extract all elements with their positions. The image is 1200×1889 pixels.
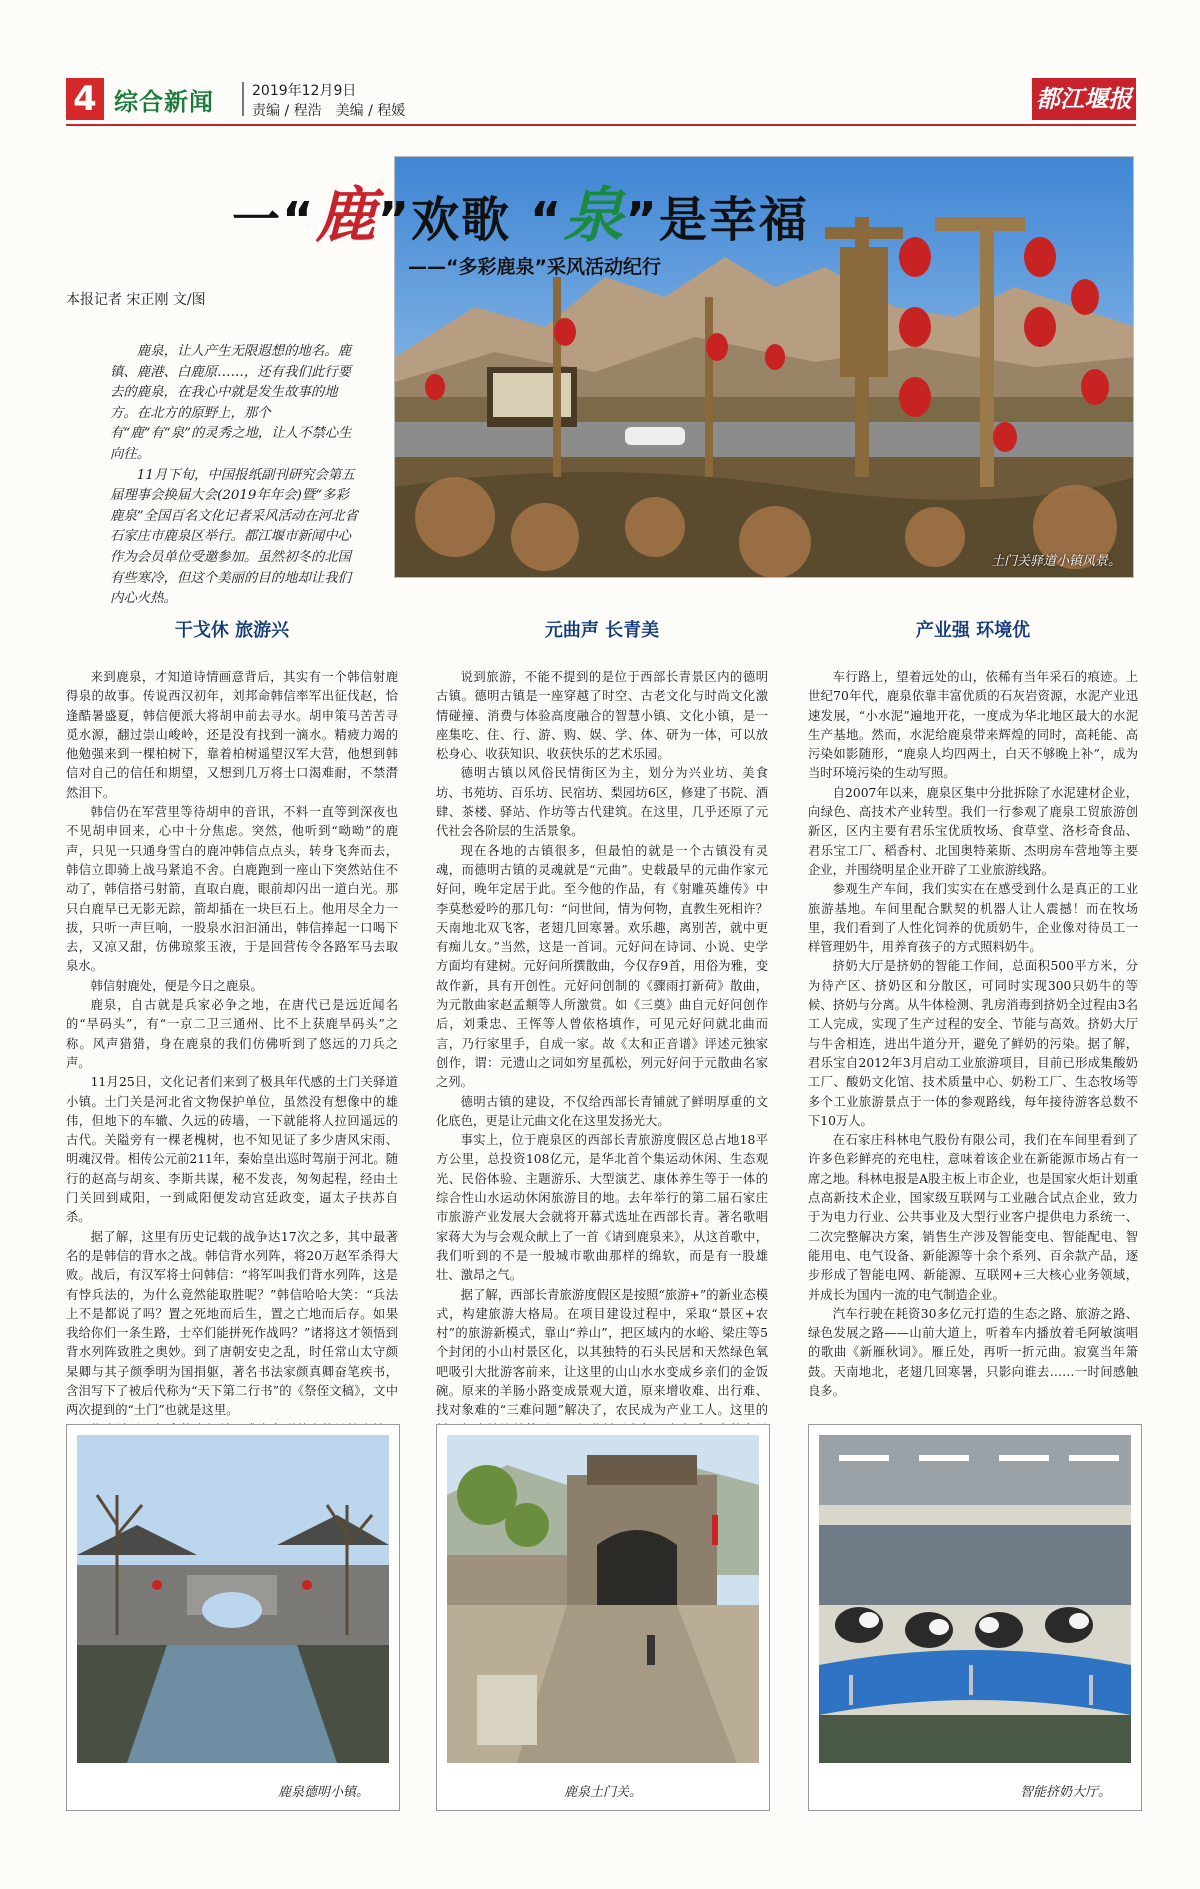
header-rule bbox=[66, 124, 1136, 126]
photo-demingxiaozhen bbox=[66, 1424, 400, 1811]
body-paragraph: 汽车行驶在耗资30多亿元打造的生态之路、旅游之路、绿色发展之路——山前大道上，听着车内播放着毛阿敏演唱的歌曲《新雁秋词》。雁丘处，再听一折元曲。寂寞当年箫鼓。天南地北，老翅几回寒暑，只影向谁去……一时间感触良多。 bbox=[808, 1306, 1138, 1398]
byline: 本报记者 宋正刚 文/图 bbox=[66, 292, 206, 308]
intro-paragraph: 11月下旬，中国报纸副刊研究会第五届理事会换届大会(2019年年会)暨“多彩鹿泉”全国百名文化记者采风活动在河北省石家庄市鹿泉区举行。都江堰市新闻中心作为会员单位受邀参加。虽然初冬的北国有些寒冷，但这个美丽的目的地却让我们内心火热。 bbox=[110, 467, 358, 607]
body-paragraph: 来到鹿泉，才知道诗情画意背后，其实有一个韩信射鹿得泉的故事。传说西汉初年，刘邦命韩信率军出征伐赵，恰逢酷暑盛夏，韩信便派大将胡申前去寻水。胡申策马苦苦寻觅水源，翻过崇山峻岭，还是没有找到一滴水。精疲力竭的他勉强来到一棵柏树下，靠着柏树遥望汉军大营，他想到韩信对自己的信任和期望，又想到几万将士口渴难耐，不禁潸然泪下。 bbox=[66, 670, 398, 800]
title-prefix: 一“ bbox=[232, 192, 316, 248]
section-name: 综合新闻 bbox=[114, 88, 214, 116]
body-paragraph: 说到旅游，不能不提到的是位于西部长青景区内的德明古镇。德明古镇是一座穿越了时空、古老文化与时尚文化激情碰撞、消费与体验高度融合的智慧小镇、文化小镇，是一座集吃、住、行、游、购、娱、学、体、研为一体，可以放松身心、收获知识、收获快乐的艺术乐园。 bbox=[436, 670, 768, 762]
title-char-quan: 泉 bbox=[563, 181, 626, 251]
body-paragraph: 据了解，这里有历史记载的战争达17次之多，其中最著名的是韩信的背水之战。韩信背水列阵，将20万赵军杀得大败。战后，有汉军将士问韩信：“将军叫我们背水列阵，这是有悖兵法的，为什么竟然能取胜呢？”韩信哈哈大笑：“兵法上不是都说了吗？置之死地而后生，置之亡地而后存。如果我给你们一条生路，士卒们能拼死作战吗？”诸将这才领悟到背水列阵致胜之奥妙。到了唐朝安史之乱，时任常山太守颜杲卿与其子颜季明为国捐躯，著名书法家颜真卿奋笔疾书，含泪写下了被后代称为“天下第二行书”的《祭侄文稿》，文中两次提到的“土门”也就是这里。 bbox=[66, 1229, 398, 1418]
body-paragraph: 据了解，西部长青旅游度假区是按照“旅游+”的新业态模式，构建旅游大格局。在项目建设过程中，采取“景区+农村”的旅游新模式，靠山“养山”，把区域内的水峪、梁庄等5个封闭的小山村景区化，以其独特的石头民居和天然绿色氧吧吸引大批游客前来，让这里的山山水水变成乡亲们的金饭碗。原来的羊肠小路变成景观大道，原来增收难、出行难、找对象难的“三难问题”解决了，农民成为产业工人。这里的 bbox=[436, 1287, 768, 1418]
hero-photo-caption: 土门关驿道小镇风景。 bbox=[990, 554, 1121, 569]
photo-illustration bbox=[447, 1435, 759, 1763]
title-middle: ”欢歌 “ bbox=[377, 192, 564, 248]
title-char-lu: 鹿 bbox=[315, 181, 378, 251]
photo-caption: 智能挤奶大厅。 bbox=[1019, 1785, 1111, 1800]
body-paragraph: 在石家庄科林电气股份有限公司，我们在车间里看到了许多色彩鲜亮的充电柱，意味着该企业在新能源市场占有一席之地。科林电报是A股主板上市企业，也是国家火炬计划重点高新技术企业，国家级互联网与工业融合试点企业，致力于为电力行业、公共事业及大型行业客户提供电力系统一、二次完整解决方案，销售生产涉及智能变电、智能配电、智能用电、电气设备、新能源等十余个系列、百余款产品，逐步形成了智能电网、新能源、互联网+三大核心业务领域，并成长为国内一流的电气制造企业。 bbox=[808, 1133, 1138, 1302]
photo-illustration bbox=[77, 1435, 389, 1763]
body-paragraph: 车行路上，望着远处的山，依稀有当年采石的痕迹。上世纪70年代，鹿泉依靠丰富优质的石灰岩资源，水泥产业迅速发展，“小水泥”遍地开花，一度成为华北地区最大的水泥生产基地。然而，水泥给鹿泉带来辉煌的同时，高耗能、高污染如影随形，“鹿泉人均四两土，白天不够晚上补”，成为当时环境污染的生动写照。 bbox=[808, 670, 1138, 781]
article-subtitle: ——“多彩鹿泉”采风活动纪行 bbox=[408, 256, 661, 278]
article-intro bbox=[110, 342, 358, 610]
column-heading: 产业强 环境优 bbox=[915, 620, 1031, 641]
body-paragraph: 鹿泉，自古就是兵家必争之地，在唐代已是远近闻名的“旱码头”，有“一京二卫三通州、比不上获鹿旱码头”之称。风声猎猎，身在鹿泉的我们仿佛听到了悠远的刀兵之声。 bbox=[66, 998, 398, 1070]
column-heading: 干戈休 旅游兴 bbox=[174, 620, 290, 641]
photo-image bbox=[447, 1435, 759, 1763]
body-paragraph: 现在各地的古镇很多，但最怕的就是一个古镇没有灵魂，而德明古镇的灵魂就是“元曲”。史载最早的元曲作家元好问，晚年定居于此。至今他的作品，有《射雕英雄传》中李莫愁爱吟的那几句：“问世间，情为何物，直教生死相许？天南地北双飞客，老翅几回寒暑。欢乐趣，离别苦，就中更有痴儿女。”当然，这是一首词。元好问在诗词、小说、史学方面均有建树。元好问所撰散曲，今仅存9首，用俗为雅，变故作新，具有开创性。元好问创制的《骤雨打新荷》散曲，为元散曲家赵孟頫等人所激赏。如《三奠》曲自元好问创作后，刘秉忠、王恽等人曾依格填作，可见元好问就北曲而言，乃行家里手，自成一家。故《太和正音谱》评述元独家创作，谓：元遗山之词如穷星孤松，列元好问于元散曲名家之列。 bbox=[436, 843, 768, 1090]
body-paragraph: 11月25日，文化记者们来到了极具年代感的土门关驿道小镇。土门关是河北省文物保护单位，虽然没有想像中的雄伟，但地下的车辙、久远的砖墙，一下就能将人拉回遥远的古代。关隘旁有一棵老槐树，也不知见证了多少唐风宋雨、明魂汉骨。相传公元前211年，秦始皇出巡时驾崩于河北。随行的赵高与胡亥、李斯共谋，秘不发丧，匆匆起程，经由土门关回到咸阳，一到咸阳便发动宫廷政变，逼太子扶苏自杀。 bbox=[66, 1075, 398, 1225]
body-paragraph: 事实上，位于鹿泉区的西部长青旅游度假区总占地18平方公里，总投资108亿元，是华北首个集运动休闲、生态观光、民俗体验、主题游乐、大型演艺、康体养生等于一体的综合性山水运动休闲旅游目的地。去年举行的第二届石家庄市旅游产业发展大会就将开幕式选址在西部长青。著名歌唱家蒋大为与会观众献上了一首《请到鹿泉来》，从这首歌中，我们听到的不是一般城市歌曲那样的绵软，而是有一股雄壮、激昂之气。 bbox=[436, 1133, 768, 1283]
body-paragraph: 韩信仍在军营里等待胡申的音讯，不料一直等到深夜也不见胡申回来，心中十分焦虑。突然，他听到“呦呦”的鹿声，只见一只通身雪白的鹿冲韩信点点头，转身飞奔而去，韩信立即骑上战马紧追不舍。白鹿跑到一座山下突然站住不动了，韩信搭弓射箭，直取白鹿，眼前却闪出一道白光。那只白鹿早已无影无踪，箭却插在一块巨石上。他用尽全力一拔，只听一声巨响，一股泉水汩汩涌出，韩信捧起一口喝下去，又凉又甜，仿佛琼浆玉液，于是回营传令各路军马去取泉水。 bbox=[66, 805, 398, 974]
photo-caption: 鹿泉土门关。 bbox=[563, 1785, 642, 1800]
column-3 bbox=[808, 616, 1138, 1401]
body-paragraph: 德明古镇以风俗民情街区为主，划分为兴业坊、美食坊、书苑坊、百乐坊、民宿坊、梨园坊6区，修建了书院、酒肆、茶楼、驿站、作坊等古代建筑。在这里，几乎还原了元代社会各阶层的生活景象。 bbox=[436, 766, 768, 839]
newspaper-logo: 都江堰报 bbox=[1032, 78, 1136, 120]
body-paragraph: 挤奶大厅是挤奶的智能工作间，总面积500平方米，分为待产区、挤奶区和分散区，可同时实现300只奶牛的等候、挤奶与分离。从牛体检测、乳房消毒到挤奶全过程由3名工人完成，实现了生产过程的安全、节能与高效。挤奶大厅与牛舍相连，进出牛道分开，避免了鲜奶的污染。据了解，君乐宝自2012年3月启动工业旅游项目，目前已形成集酸奶工厂、酸奶文化馆、技术质量中心、奶粉工厂、生态牧场等多个工业旅游景点于一体的参观路线，每年接待游客总数不下10万人。 bbox=[808, 959, 1138, 1128]
column-2 bbox=[436, 616, 768, 1478]
issue-date: 2019年12月9日 bbox=[252, 83, 357, 99]
body-paragraph: 参观生产车间，我们实实在在感受到什么是真正的工业旅游基地。车间里配合默契的机器人让人震撼！而在牧场里，我们看到了人性化饲养的优质奶牛，企业像对待员工一样管理奶牛，用养育孩子的方式照料奶牛。 bbox=[808, 882, 1138, 955]
intro-paragraph: 鹿泉，让人产生无限遐想的地名。鹿镇、鹿港、白鹿原……，还有我们此行要去的鹿泉，在我心中就是发生故事的地方。在北方的原野上，那个有“鹿”有“泉”的灵秀之地，让人不禁心生向往。 bbox=[110, 344, 352, 462]
body-paragraph: 德明古镇的建设，不仅给西部长青铺就了鲜明厚重的文化底色，更是让元曲文化在这里发扬光大。 bbox=[436, 1094, 768, 1128]
photo-image bbox=[77, 1435, 389, 1763]
photo-caption: 鹿泉德明小镇。 bbox=[277, 1785, 369, 1800]
page-number: 4 bbox=[66, 78, 104, 120]
photo-illustration bbox=[819, 1435, 1131, 1763]
masthead bbox=[66, 78, 1136, 120]
photo-image bbox=[819, 1435, 1131, 1763]
photo-tumenguan bbox=[436, 1424, 770, 1811]
article-title bbox=[232, 168, 809, 254]
body-paragraph: 自2007年以来，鹿泉区集中分批拆除了水泥建材企业，向绿色、高技术产业转型。我们一行参观了鹿泉工贸旅游创新区，区内主要有君乐宝优质牧场、食草堂、洛杉奇食品、君乐宝工厂、稻香村、北国奥特莱斯、杰明房车营地等主要企业，并围绕明星企业开辟了工业旅游线路。 bbox=[808, 785, 1138, 877]
editors-line: 责编 / 程浩 美编 / 程媛 bbox=[252, 103, 406, 119]
body-paragraph: 韩信射鹿处，便是今日之鹿泉。 bbox=[90, 978, 263, 993]
title-suffix: ”是幸福 bbox=[625, 192, 809, 248]
header-divider bbox=[242, 82, 244, 116]
photo-milking-hall bbox=[808, 1424, 1142, 1811]
column-heading: 元曲声 长青美 bbox=[544, 620, 660, 641]
